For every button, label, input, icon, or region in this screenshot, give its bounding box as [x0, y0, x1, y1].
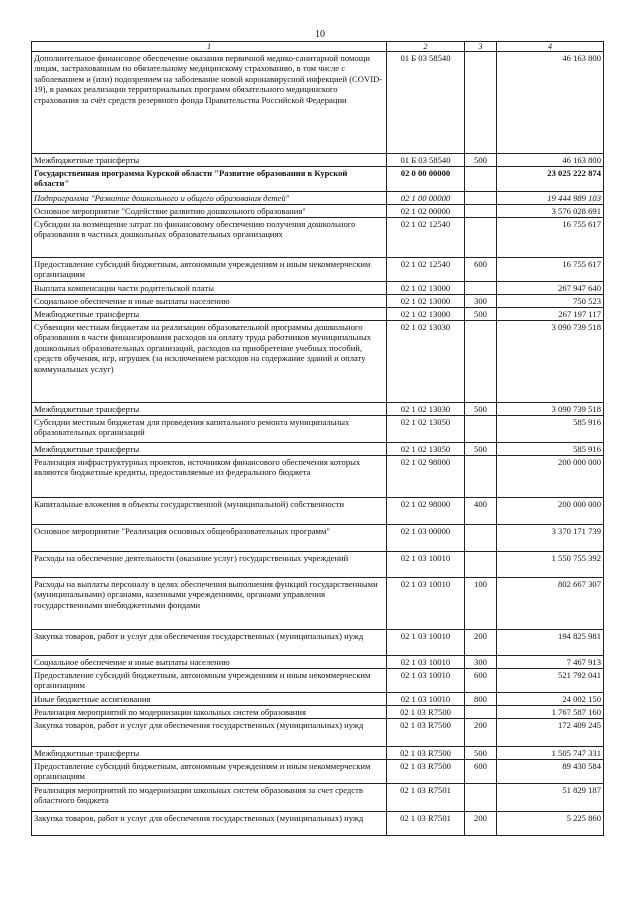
- row-amount: 23 025 222 874: [497, 167, 604, 192]
- row-code: 02 1 02 12540: [387, 258, 465, 282]
- row-type: [465, 192, 497, 205]
- row-name: Межбюджетные трансферты: [32, 308, 387, 321]
- table-row: [32, 295, 604, 308]
- row-type: 500: [465, 403, 497, 416]
- row-code: 01 Б 03 58540: [387, 154, 465, 167]
- row-type: 100: [465, 578, 497, 630]
- row-amount: 89 430 584: [497, 760, 604, 784]
- table-row: [32, 693, 604, 706]
- row-code: 02 1 03 10010: [387, 669, 465, 693]
- table-row: [32, 760, 604, 784]
- row-name: Межбюджетные трансферты: [32, 443, 387, 456]
- row-amount: 5 225 860: [497, 812, 604, 836]
- row-amount: 750 523: [497, 295, 604, 308]
- row-code: 02 0 00 00000: [387, 167, 465, 192]
- row-amount: 585 916: [497, 443, 604, 456]
- row-type: [465, 218, 497, 258]
- budget-table: [31, 41, 604, 836]
- row-name: Межбюджетные трансферты: [32, 154, 387, 167]
- row-type: 200: [465, 719, 497, 747]
- row-code: 02 1 03 10010: [387, 552, 465, 578]
- row-type: [465, 321, 497, 403]
- row-code: 02 1 03 00000: [387, 525, 465, 552]
- row-name: Расходы на выплаты персоналу в целях обеспечения выполнения функций государственными (муниципальными) органами, казенными учреждениями, органами управления государственными внебюджетными фондами: [32, 578, 387, 630]
- row-amount: 200 000 000: [497, 498, 604, 525]
- column-number: 4: [497, 42, 604, 52]
- row-type: 500: [465, 747, 497, 760]
- row-name: Выплата компенсации части родительской платы: [32, 282, 387, 295]
- table-row: [32, 578, 604, 630]
- row-amount: 3 090 739 518: [497, 403, 604, 416]
- row-name: Субсидии местным бюджетам для проведения капитального ремонта муниципальных образовательных организаций: [32, 416, 387, 443]
- table-row: [32, 456, 604, 498]
- row-amount: 19 444 989 103: [497, 192, 604, 205]
- row-amount: 267 947 640: [497, 282, 604, 295]
- row-amount: 3 090 739 518: [497, 321, 604, 403]
- row-code: 02 1 02 13050: [387, 443, 465, 456]
- row-name: Закупка товаров, работ и услуг для обеспечения государственных (муниципальных) нужд: [32, 812, 387, 836]
- row-amount: 16 755 617: [497, 258, 604, 282]
- row-code: 02 1 02 13000: [387, 282, 465, 295]
- row-name: Предоставление субсидий бюджетным, автономным учреждениям и иным некоммерческим организациям: [32, 258, 387, 282]
- row-amount: 194 825 981: [497, 630, 604, 656]
- table-row: [32, 443, 604, 456]
- row-name: Субсидии на возмещение затрат по финансовому обеспечению получения дошкольного образования в частных дошкольных образовательных организациях: [32, 218, 387, 258]
- row-type: 500: [465, 443, 497, 456]
- row-name: Межбюджетные трансферты: [32, 747, 387, 760]
- row-name: Основное мероприятие "Реализация основных общеобразовательных программ": [32, 525, 387, 552]
- row-type: 200: [465, 630, 497, 656]
- row-name: Социальное обеспечение и иные выплаты населению: [32, 295, 387, 308]
- table-row: [32, 812, 604, 836]
- row-amount: 200 000 000: [497, 456, 604, 498]
- row-type: [465, 706, 497, 719]
- row-code: 02 1 00 00000: [387, 192, 465, 205]
- table-row: [32, 282, 604, 295]
- row-amount: 585 916: [497, 416, 604, 443]
- row-name: Дополнительное финансовое обеспечение оказания первичной медико-санитарной помощи лицам, застрахованным по обязательному медицинскому страхованию, в том числе с заболеванием и (или) подозрением на заболевание новой коронавирусной инфекцией (COVID-19), в рамках реализации территориальных программ обязательного медицинского страхования за счёт средств резервного фонда Правительства Российской Федерации: [32, 52, 387, 154]
- row-type: [465, 52, 497, 154]
- row-name: Предоставление субсидий бюджетным, автономным учреждениям и иным некоммерческим организациям: [32, 669, 387, 693]
- row-amount: 46 163 800: [497, 52, 604, 154]
- table-row: [32, 656, 604, 669]
- table-row: [32, 630, 604, 656]
- row-code: 02 1 02 13000: [387, 295, 465, 308]
- table-row: [32, 525, 604, 552]
- row-type: 500: [465, 154, 497, 167]
- row-type: [465, 456, 497, 498]
- row-amount: 51 829 187: [497, 784, 604, 812]
- row-code: 02 1 02 00000: [387, 205, 465, 218]
- row-code: 02 1 02 13050: [387, 416, 465, 443]
- row-name: Закупка товаров, работ и услуг для обеспечения государственных (муниципальных) нужд: [32, 719, 387, 747]
- row-type: [465, 282, 497, 295]
- row-amount: 16 755 617: [497, 218, 604, 258]
- row-code: 02 1 03 10010: [387, 578, 465, 630]
- row-code: 02 1 03 R7500: [387, 747, 465, 760]
- row-code: 02 1 02 98000: [387, 498, 465, 525]
- row-name: Реализация мероприятий по модернизации школьных систем образования: [32, 706, 387, 719]
- table-row: [32, 205, 604, 218]
- row-type: 600: [465, 669, 497, 693]
- row-type: [465, 784, 497, 812]
- row-amount: 3 576 028 691: [497, 205, 604, 218]
- page-number: 10: [315, 29, 325, 40]
- row-code: 02 1 03 R7501: [387, 812, 465, 836]
- row-amount: 1 767 587 160: [497, 706, 604, 719]
- row-name: Предоставление субсидий бюджетным, автономным учреждениям и иным некоммерческим организациям: [32, 760, 387, 784]
- row-code: 02 1 02 98000: [387, 456, 465, 498]
- table-row: [32, 784, 604, 812]
- row-name: Закупка товаров, работ и услуг для обеспечения государственных (муниципальных) нужд: [32, 630, 387, 656]
- row-type: [465, 552, 497, 578]
- column-number-row: [32, 42, 604, 52]
- row-code: 02 1 03 R7500: [387, 706, 465, 719]
- row-amount: 1 505 747 331: [497, 747, 604, 760]
- row-name: Реализация мероприятий по модернизации школьных систем образования за счет средств областного бюджета: [32, 784, 387, 812]
- row-amount: 24 002 150: [497, 693, 604, 706]
- row-amount: 802 667 307: [497, 578, 604, 630]
- row-code: 02 1 02 13030: [387, 321, 465, 403]
- row-name: Социальное обеспечение и иные выплаты населению: [32, 656, 387, 669]
- row-code: 02 1 03 R7500: [387, 719, 465, 747]
- row-type: [465, 205, 497, 218]
- row-amount: 267 197 117: [497, 308, 604, 321]
- row-code: 02 1 02 13030: [387, 403, 465, 416]
- column-number: 2: [387, 42, 465, 52]
- table-row: [32, 52, 604, 154]
- row-code: 02 1 03 R7501: [387, 784, 465, 812]
- table-row: [32, 669, 604, 693]
- table-row: [32, 747, 604, 760]
- row-type: [465, 167, 497, 192]
- row-name: Капитальные вложения в объекты государственной (муниципальной) собственности: [32, 498, 387, 525]
- row-code: 02 1 02 13000: [387, 308, 465, 321]
- table-row: [32, 552, 604, 578]
- row-type: 800: [465, 693, 497, 706]
- table-row: [32, 167, 604, 192]
- row-type: 600: [465, 258, 497, 282]
- table-row: [32, 321, 604, 403]
- row-type: [465, 525, 497, 552]
- row-name: Расходы на обеспечение деятельности (оказание услуг) государственных учреждений: [32, 552, 387, 578]
- table-row: [32, 706, 604, 719]
- row-type: 300: [465, 295, 497, 308]
- row-type: 600: [465, 760, 497, 784]
- row-name: Реализация инфраструктурных проектов, источником финансового обеспечения которых являются бюджетные кредиты, предоставляемые из федерального бюджета: [32, 456, 387, 498]
- row-type: 400: [465, 498, 497, 525]
- table-row: [32, 154, 604, 167]
- row-type: [465, 416, 497, 443]
- table-row: [32, 403, 604, 416]
- column-number: 3: [465, 42, 497, 52]
- row-amount: 7 467 913: [497, 656, 604, 669]
- row-code: 02 1 03 10010: [387, 630, 465, 656]
- row-code: 02 1 02 12540: [387, 218, 465, 258]
- table-row: [32, 416, 604, 443]
- table-row: [32, 498, 604, 525]
- row-name: Иные бюджетные ассигнования: [32, 693, 387, 706]
- row-code: 02 1 03 10010: [387, 656, 465, 669]
- column-number: 1: [32, 42, 387, 52]
- row-amount: 521 792 041: [497, 669, 604, 693]
- row-name: Межбюджетные трансферты: [32, 403, 387, 416]
- row-amount: 46 163 800: [497, 154, 604, 167]
- row-name: Государственная программа Курской области "Развитие образования в Курской области": [32, 167, 387, 192]
- row-name: Основное мероприятие "Содействие развитию дошкольного образования": [32, 205, 387, 218]
- row-type: 300: [465, 656, 497, 669]
- row-code: 02 1 03 10010: [387, 693, 465, 706]
- row-amount: 1 550 755 392: [497, 552, 604, 578]
- table-row: [32, 719, 604, 747]
- row-type: 200: [465, 812, 497, 836]
- table-row: [32, 258, 604, 282]
- table-row: [32, 192, 604, 205]
- row-name: Субвенции местным бюджетам на реализацию образовательной программы дошкольного образования в части финансирования расходов на оплату труда работников муниципальных дошкольных образовательных организаций, расходов на приобретение учебных пособий, средств обучения, игр, игрушек (за исключением расходов на содержание зданий и оплату коммунальных услуг): [32, 321, 387, 403]
- row-amount: 3 370 171 739: [497, 525, 604, 552]
- row-amount: 172 409 245: [497, 719, 604, 747]
- table-row: [32, 308, 604, 321]
- row-name: Подпрограмма "Развитие дошкольного и общего образования детей": [32, 192, 387, 205]
- table-row: [32, 218, 604, 258]
- row-code: 02 1 03 R7500: [387, 760, 465, 784]
- row-type: 500: [465, 308, 497, 321]
- row-code: 01 Б 03 58540: [387, 52, 465, 154]
